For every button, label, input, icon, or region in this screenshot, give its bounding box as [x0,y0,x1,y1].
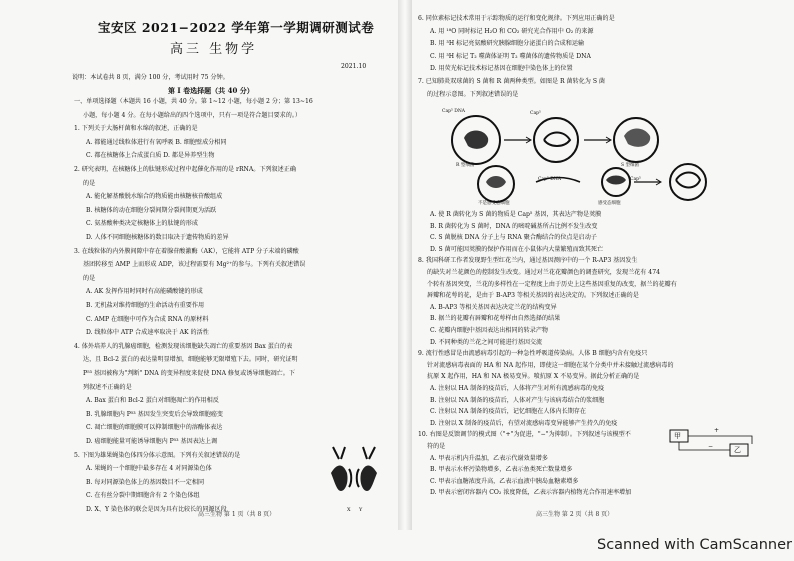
fig7-label-1: Cap⁵ DNA [442,109,466,114]
exam-date: 2021.10 [341,63,367,70]
text-line: B. 甲表示水杯污染物增多，乙表示鱼类死亡数量增多 [430,466,573,474]
text-line: D. 人体不同细胞核糖体的数目取决于遗传物质的差异 [86,234,229,241]
text-line: B. R 菌转化为 S 菌时，DNA 的嘧啶碱基所占比例不发生改变 [430,222,598,230]
text-line: 1. 下列关于大肠杆菌和水绵的叙述，正确的是 [74,125,198,133]
fig7-label-6: 感受态细胞 [598,201,621,206]
feedback-node-b: 乙 [734,446,741,454]
text-line: C. 花瓣内细胞中基因表达出相同的转录产物 [430,327,549,334]
text-line: 基团转移至 AMP 上而形成 ADP，该过程需要有 Mg²⁺的参与。下列有关叙述错误 [83,261,306,269]
text-line: 4. 体外培养人的乳腺癌细胞，检测发现该细胞缺失凋亡的重要基因 Bax 蛋白的表 [74,342,293,350]
text-line: 5. 下图为雄果蝇染色体四分体示意图。下列有关叙述错误的是 [74,451,241,459]
text-line: 的是 [83,274,96,282]
fig7-label-7: Cap⁵ DNA [538,177,562,182]
exam-title: 宝安区 2021−2022 学年第一学期调研测试卷 [98,20,375,35]
text-line: A. 用 ¹⁸O 同时标记 H₂O 和 CO₂ 研究光合作用中 O₂ 的来源 [430,27,594,35]
text-line: B. 无机盐对维持细胞的生命活动有重要作用 [86,302,205,309]
text-line: 个转有基因突变，兰花的多样性在一定程度上由于历史上这些基因重复的改变，据兰的花瓣有 [427,280,677,288]
camscanner-watermark: Scanned with CamScanner [597,537,793,553]
text-line: A. B-AP3 等相关基因表达决定兰花的结构变异 [430,303,557,311]
text-line: D. X、Y 染色体的联会是因为具有比较长的同源区段 [86,506,227,513]
text-line: B. 据兰的花瓣有唇瓣和花萼样由自然选择的结果 [430,315,561,323]
feedback-plus: + [714,427,720,434]
fig7-label-8: Cap⁵ [630,177,641,182]
text-line: 一、单项选择题（本题共 16 小题，共 40 分。第 1~12 小题，每小题 2 分；第 13~16 [74,98,313,105]
text-line: 符的是 [427,443,446,450]
text-line: 8. 我国科研工作者发现野生型红花兰内，通过基因测序中的一个 R-AP3 基因发生 [418,257,638,265]
text-line: D. S 菌可能因荚膜的保护作用而在小鼠体内大量繁殖而致其死亡 [430,245,604,253]
fig-label-x: X [347,507,351,513]
left-footer: 高三生物 第 1 页（共 8 页） [198,511,276,518]
text-line: C. 甲表示血糖浓度升高，乙表示血液中胰岛血糖素增多 [430,477,579,485]
text-line: D. 甲表示密闭容器内 CO₂ 浓度降低，乙表示容器内植物光合作用速率增加 [430,489,632,497]
chromosome-figure [325,443,383,505]
text-line: B. 每对同源染色体上的基因数目不一定相同 [86,478,205,486]
text-line: A. 果蝇的一个细胞中最多存在 4 对同源染色体 [86,465,212,473]
text-line: D. 不同种类的兰花之间可能进行基因交流 [430,338,543,346]
text-line: A. AK 发挥作用时同时有高能磷酸键的形成 [86,288,203,296]
text-line: 6. 同位素标记技术常用于示踪物质的运行和变化规律。下列应用正确的是 [418,15,615,22]
text-line: D. 癌细胞能量可能诱导细胞内 P⁵³ 基因表达上调 [86,438,218,445]
text-line: 小题，每小题 4 分。在每小题给出的四个选项中，只有一项是符合题目要求的。） [83,111,301,119]
text-line: 9. 流行性感冒是由流感病毒引起的一种急性呼吸道传染病。人体 B 细胞内含有免疫只 [418,350,648,358]
text-line: D. 注射以 X 制备的疫苗后，有望对流感病毒变异能够产生持久的免疫 [430,419,618,427]
text-line: C. 凋亡细胞的细胞膜可以抑制细胞中的溶酶体表达 [86,424,223,432]
text-line: D. 线粒体中 ATP 合成速率取决于 AK 的活性 [86,329,209,337]
left-page [70,0,390,530]
text-line: 达，且 Bcl-2 蛋白的表达量明显增加，细胞能够无限增殖下去。同时，研究证明 [83,356,298,364]
text-line: 7. 已知肺炎双球菌的 S 菌和 R 菌两种类型。如图是 R 菌转化为 S 菌 [418,78,606,85]
text-line: 针对流感病毒表面的 HA 和 NA 起作用，即使这一细胞在某个分类中并未接触过流感病毒的 [427,361,674,369]
text-line: P⁵³ 基因被称为"判断" DNA 的变异程度来促使 DNA 修复或诱导细胞凋亡。下 [83,370,295,377]
text-line: A. 注射以 HA 制备的疫苗后，人体将产生对所有流感病毒的免疫 [430,385,605,392]
text-line: 的缺失对兰花颜色的控制发生改变。通过对兰花花瓣颜色的调查研究，发现兰花有 474 [427,269,660,276]
text-line: A. 使 R 菌转化为 S 菌的物质是 Cap⁵ 基因，其表达产物是荚膜 [430,211,602,218]
text-line: 2. 研究表明，在核糖体上的肽键形成过程中起催化作用的是 rRNA。下列叙述正确 [74,166,296,173]
text-line: 列叙述不正确的是 [83,383,132,391]
text-line: A. Bax 蛋白和 Bcl-2 蛋白对细胞凋亡的作用相反 [86,397,219,405]
fig7-label-3: R 型细菌 [456,163,475,168]
text-line: B. 用 ³H 标记亮氨酸研究胰腺细胞分泌蛋白的合成和运输 [430,40,585,48]
fig-label-y: Y [359,507,363,513]
text-line: 唇瓣和花萼的花，是由于 B-AP3 等相关基因的表达决定的。下列叙述正确的是 [427,292,639,300]
text-line: A. 都能通过线粒体进行有氧呼吸 B. 细胞壁成分相同 [86,138,227,146]
text-line: 3. 在线粒体的内外膜间隙中存在着腺苷酸激酶（AK），它能将 ATP 分子末端的磷酸 [74,247,299,255]
text-line: 的过程示意图。下列叙述错误的是 [427,90,519,98]
fig7-label-5: 不是感受态细胞 [478,201,510,206]
text-line: C. 注射以 NA 制备的疫苗后，记忆细胞在人体内长期存在 [430,408,586,416]
text-line: B. 核糖体的动在细胞分裂间期分裂间期更为活跃 [86,206,217,214]
text-line: D. 用荧光标记技术标记基因在细胞中染色体上的位置 [430,65,573,73]
text-line: B. 注射以 NA 制备的疫苗后，人体对产生与该病毒结合的浆细胞 [430,396,605,404]
text-line: A. 甲表示机内升温加，乙表示代谢效量增多 [430,454,548,462]
text-line: C. 在有丝分裂中期细胞含有 2 个染色体组 [86,492,200,500]
text-line: C. 用 ³H 标记 T₂ 噬菌体证明 T₂ 噬菌体的遗传物质是 DNA [430,52,591,60]
text-line: 抗原 X 起作用，HA 和 NA 极易变异。喷抗原 X 不易变异。据此分析正确的是 [427,373,640,381]
fig7-label-4: S 型细菌 [621,163,640,168]
text-line: A. 能化解基酸脱水缩合的物质能由核糖核苷酸组成 [86,193,223,201]
feedback-minus: − [708,443,714,450]
text-line: 10. 右图是反馈调节的模式图（"+"为促进，"−"为抑制）。下列叙述与该模型不 [418,431,631,439]
right-footer: 高三生物 第 2 页（共 8 页） [536,511,614,518]
text-line: C. S 菌脱核 DNA 分子上与 RNA 聚合酶结合的位点是启动子 [430,234,597,242]
exam-subtitle: 高三 生物学 [170,42,258,57]
page-fold-shadow [398,0,412,530]
fig7-label-2: Cap⁵ [530,111,541,116]
section-heading: 第 I 卷选择题（共 40 分） [168,86,254,95]
right-page [418,0,758,530]
text-line: B. 乳腺细胞内 P⁵³ 基因发生突变后会导致细胞癌变 [86,410,223,418]
text-line: C. 氨基酸种类决定核糖体上的肽键的形成 [86,220,198,228]
instructions: 说明：本试卷共 8 页，满分 100 分，考试用时 75 分钟。 [72,74,229,81]
text-line: 的是 [83,179,96,187]
text-line: C. AMP 在细胞中可作为合成 RNA 的原材料 [86,315,209,323]
text-line: C. 都在核糖体上合成蛋白质 D. 都是异养型生物 [86,152,215,160]
feedback-node-a: 甲 [674,432,681,440]
